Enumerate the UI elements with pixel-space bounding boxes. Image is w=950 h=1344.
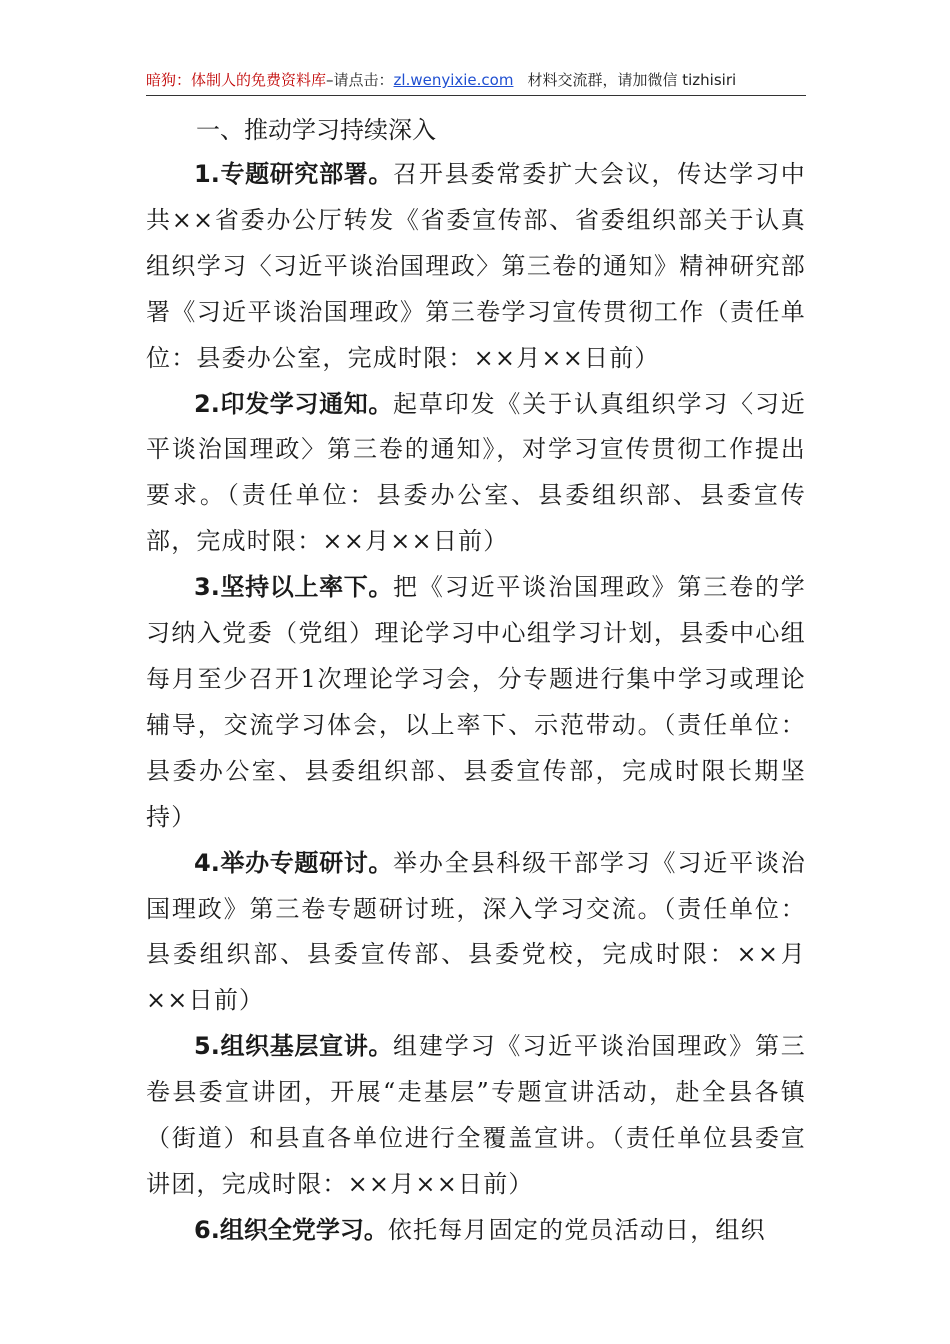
paragraph-title: 5.组织基层宣讲。 bbox=[194, 1032, 394, 1061]
paragraph-5 bbox=[146, 1024, 806, 1208]
paragraph-3 bbox=[146, 565, 806, 840]
paragraph-title: 4.举办专题研讨。 bbox=[194, 848, 394, 877]
paragraph-title: 1.专题研究部署。 bbox=[194, 160, 394, 188]
paragraph-text: 依托每月固定的党员活动日，组织 bbox=[387, 1215, 766, 1244]
document-body bbox=[146, 152, 806, 1254]
paragraph-4 bbox=[146, 841, 806, 1025]
paragraph-1 bbox=[146, 152, 806, 382]
page-header bbox=[146, 66, 806, 96]
paragraph-text: 召开县委常委扩大会议，传达学习中共××省委办公厅转发《省委宣传部、省委组织部关于认真组织学习〈习近平谈治国理政〉第三卷的通知》精神研究部署《习近平谈治国理政》第三卷学习宣传贯彻工作（责任单位：县委办公室，完成时限：××月××日前） bbox=[146, 160, 806, 372]
section-heading: 一、推动学习持续深入 bbox=[196, 116, 436, 144]
header-link[interactable]: zl.wenyixie.com bbox=[393, 71, 514, 89]
paragraph-text: 举办全县科级干部学习《习近平谈治国理政》第三卷专题研讨班，深入学习交流。（责任单位：县委组织部、县委宣传部、县委党校，完成时限：××月××日前） bbox=[146, 848, 806, 1015]
paragraph-6 bbox=[146, 1208, 806, 1254]
header-site-name: 暗狗：体制人的免费资料库 bbox=[146, 71, 327, 89]
paragraph-title: 2.印发学习通知。 bbox=[194, 389, 394, 418]
paragraph-2 bbox=[146, 382, 806, 566]
header-group-note: 材料交流群，请加微信 tizhisiri bbox=[527, 71, 737, 89]
paragraph-title: 3.坚持以上率下。 bbox=[194, 573, 394, 602]
paragraph-title: 6.组织全党学习。 bbox=[194, 1215, 388, 1244]
paragraph-text: 把《习近平谈治国理政》第三卷的学习纳入党委（党组）理论学习中心组学习计划，县委中心组每月至少召开1次理论学习会，分专题进行集中学习或理论辅导，交流学习体会，以上率下、示范带动。（责任单位：县委办公室、县委组织部、县委宣传部，完成时限长期坚持） bbox=[146, 573, 806, 831]
header-click-prompt: –请点击： bbox=[326, 71, 394, 89]
paragraph-text: 组建学习《习近平谈治国理政》第三卷县委宣讲团，开展“走基层”专题宣讲活动，赴全县各镇（街道）和县直各单位进行全覆盖宣讲。（责任单位县委宣讲团，完成时限：××月××日前） bbox=[146, 1032, 806, 1198]
paragraph-text: 起草印发《关于认真组织学习〈习近平谈治国理政〉第三卷的通知》，对学习宣传贯彻工作提出要求。（责任单位：县委办公室、县委组织部、县委宣传部，完成时限：××月××日前） bbox=[146, 389, 806, 556]
